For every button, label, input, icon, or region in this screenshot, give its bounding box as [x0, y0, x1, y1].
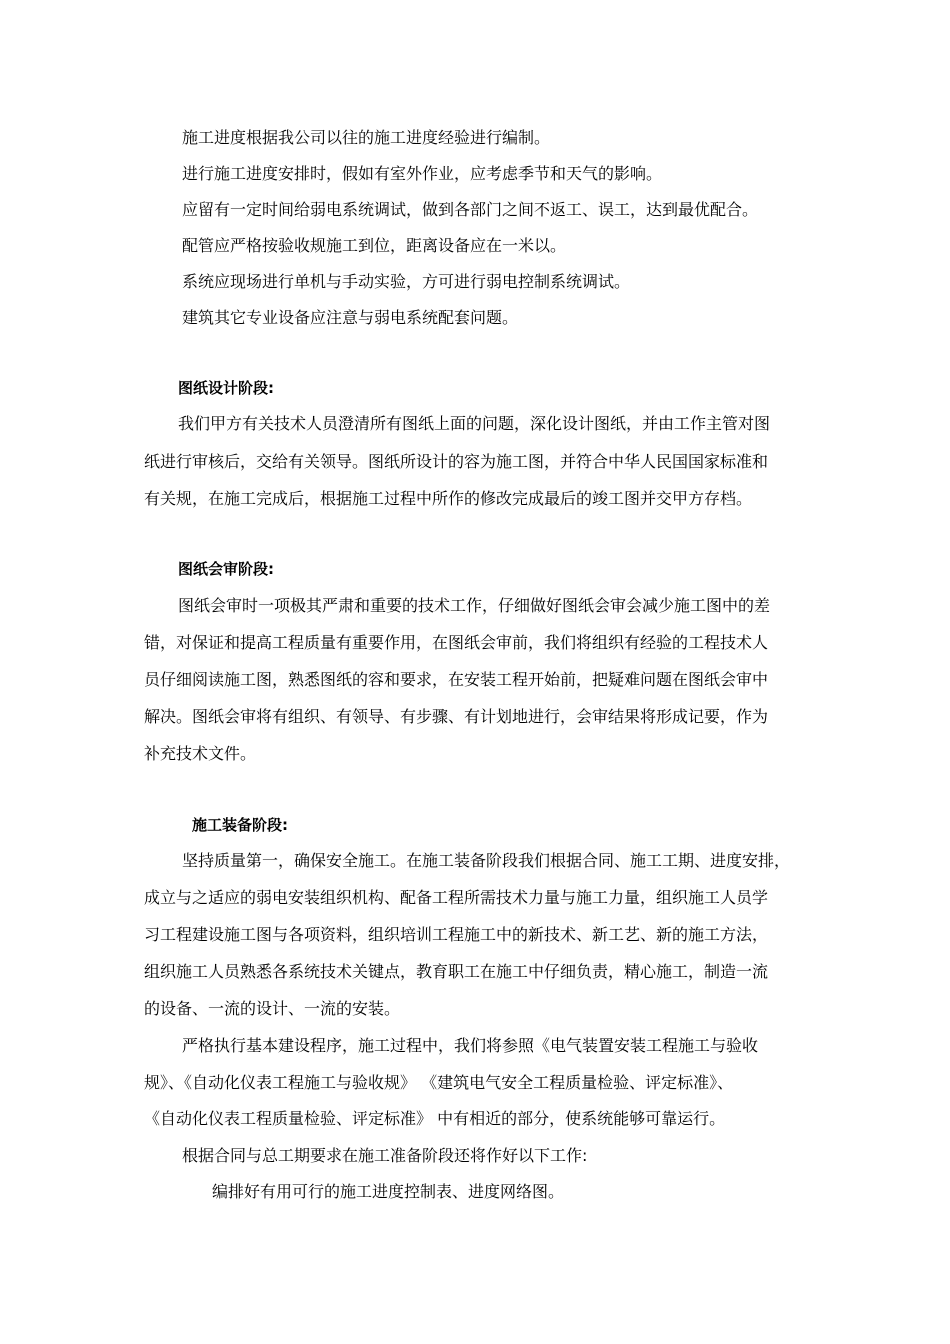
paragraph-line: 图纸会审时一项极其严肃和重要的技术工作，仔细做好图纸会审会减少施工图中的差: [178, 596, 771, 615]
intro-item: 进行施工进度安排时，假如有室外作业，应考虑季节和天气的影响。: [182, 164, 663, 183]
paragraph-line: 坚持质量第一，确保安全施工。在施工装备阶段我们根据合同、施工工期、进度安排，: [182, 851, 791, 870]
paragraph-line: 解决。图纸会审将有组织、有领导、有步骤、有计划地进行，会审结果将形成记要，作为: [144, 707, 769, 726]
paragraph-line: 有关规，在施工完成后，根据施工过程中所作的修改完成最后的竣工图并交甲方存档。: [144, 489, 753, 508]
paragraph-line: 我们甲方有关技术人员澄清所有图纸上面的问题，深化设计图纸，并由工作主管对图: [178, 414, 771, 433]
paragraph-line: 习工程建设施工图与各项资料，组织培训工程施工中的新技术、新工艺、新的施工方法，: [144, 925, 769, 944]
paragraph-line: 纸进行审核后，交给有关领导。图纸所设计的容为施工图，并符合中华人民国国家标准和: [144, 452, 769, 471]
paragraph-line: 成立与之适应的弱电安装组织机构、配备工程所需技术力量与施工力量，组织施工人员学: [144, 888, 769, 907]
paragraph-line: 严格执行基本建设程序，施工过程中，我们将参照《电气装置安装工程施工与验收: [182, 1036, 759, 1055]
paragraph-line: 规》、《自动化仪表工程施工与验收规》 《建筑电气安全工程质量检验、评定标准》、: [144, 1073, 734, 1092]
intro-item: 施工进度根据我公司以往的施工进度经验进行编制。: [182, 128, 551, 147]
paragraph-line: 错，对保证和提高工程质量有重要作用，在图纸会审前，我们将组织有经验的工程技术人: [144, 633, 769, 652]
paragraph-line: 《自动化仪表工程质量检验、评定标准》 中有相近的部分，使系统能够可靠运行。: [144, 1109, 726, 1128]
list-item: 编排好有用可行的施工进度控制表、进度网络图。: [212, 1182, 565, 1201]
intro-item: 建筑其它专业设备应注意与弱电系统配套问题。: [182, 308, 519, 327]
section-heading-review: 图纸会审阶段:: [178, 560, 274, 578]
paragraph-line: 组织施工人员熟悉各系统技术关键点，教育职工在施工中仔细负责，精心施工，制造一流: [144, 962, 769, 981]
intro-item: 系统应现场进行单机与手动实验，方可进行弱电控制系统调试。: [182, 272, 631, 291]
intro-item: 应留有一定时间给弱电系统调试，做到各部门之间不返工、误工，达到最优配合。: [182, 200, 759, 219]
paragraph-line: 员仔细阅读施工图，熟悉图纸的容和要求，在安装工程开始前，把疑难问题在图纸会审中: [144, 670, 769, 689]
section-heading-design: 图纸设计阶段:: [178, 379, 274, 397]
paragraph-line: 根据合同与总工期要求在施工准备阶段还将作好以下工作:: [182, 1146, 588, 1165]
paragraph-line: 补充技术文件。: [144, 744, 257, 763]
paragraph-line: 的设备、一流的设计、一流的安装。: [144, 999, 401, 1018]
section-heading-prep: 施工装备阶段:: [192, 816, 288, 834]
intro-item: 配管应严格按验收规施工到位，距离设备应在一米以。: [182, 236, 567, 255]
